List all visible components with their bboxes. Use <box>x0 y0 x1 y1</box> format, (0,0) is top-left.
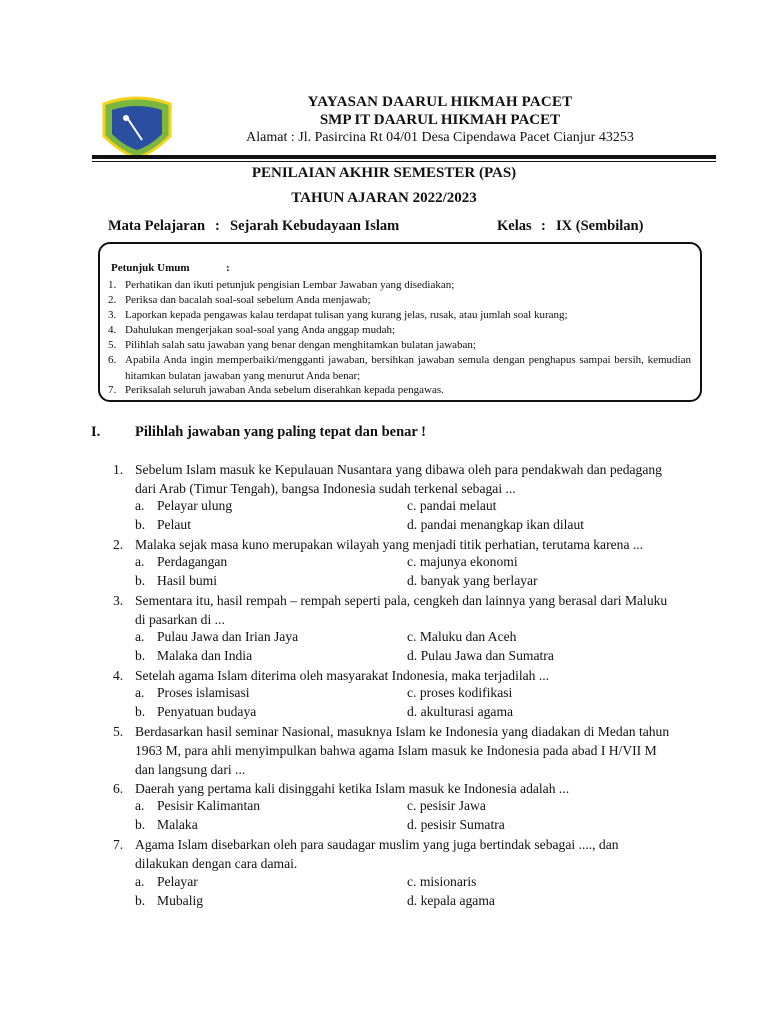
option-b: Malaka <box>157 817 198 832</box>
instructions-colon: : <box>226 262 230 274</box>
option-a: Pelayar ulung <box>157 498 233 513</box>
class-label: Kelas <box>497 218 532 234</box>
option-b-label: b. <box>135 704 146 719</box>
option-c: c. pesisir Jawa <box>407 798 486 813</box>
option-d: d. banyak yang berlayar <box>407 573 538 588</box>
option-a-label: a. <box>135 798 145 813</box>
foundation-name: YAYASAN DAARUL HIKMAH PACET <box>307 94 573 110</box>
option-b-label: b. <box>135 573 146 588</box>
exam-title: PENILAIAN AKHIR SEMESTER (PAS) <box>251 165 517 181</box>
option-a: Proses islamisasi <box>157 685 250 700</box>
exam-year: TAHUN AJARAN 2022/2023 <box>291 190 477 206</box>
option-d: d. akulturasi agama <box>407 704 514 719</box>
option-d: d. pesisir Sumatra <box>407 817 505 832</box>
school-name: SMP IT DAARUL HIKMAH PACET <box>319 112 561 128</box>
option-c: c. majunya ekonomi <box>407 554 518 569</box>
option-b-label: b. <box>135 648 146 663</box>
header-rule-thick <box>92 155 716 159</box>
option-b: Malaka dan India <box>157 648 253 663</box>
option-a-label: a. <box>135 554 145 569</box>
option-a-label: a. <box>135 498 145 513</box>
option-d: d. pandai menangkap ikan dilaut <box>407 517 585 532</box>
option-a: Pelayar <box>157 874 198 889</box>
option-d: d. Pulau Jawa dan Sumatra <box>407 648 554 663</box>
option-b-label: b. <box>135 817 146 832</box>
option-b: Pelaut <box>157 517 191 532</box>
option-b: Hasil bumi <box>157 573 218 588</box>
school-address: Alamat : Jl. Pasircina Rt 04/01 Desa Cipendawa Pacet Cianjur 43253 <box>246 130 634 145</box>
subject-label: Mata Pelajaran <box>108 218 206 234</box>
option-a-label: a. <box>135 874 145 889</box>
school-logo <box>96 96 178 160</box>
option-a: Pesisir Kalimantan <box>157 798 261 813</box>
option-b-label: b. <box>135 893 146 908</box>
subject-value: Sejarah Kebudayaan Islam <box>230 218 400 234</box>
instructions-title: Petunjuk Umum <box>111 262 190 274</box>
option-c: c. pandai melaut <box>407 498 497 513</box>
option-c: c. proses kodifikasi <box>407 685 513 700</box>
option-a: Pulau Jawa dan Irian Jaya <box>157 629 299 644</box>
option-b-label: b. <box>135 517 146 532</box>
option-b: Mubalig <box>157 893 204 908</box>
option-b: Penyatuan budaya <box>157 704 257 719</box>
section-title: Pilihlah jawaban yang paling tepat dan benar ! <box>135 424 427 440</box>
option-d: d. kepala agama <box>407 893 495 908</box>
class-colon: : <box>541 218 546 234</box>
section-number: I. <box>91 424 101 440</box>
option-c: c. Maluku dan Aceh <box>407 629 517 644</box>
option-a: Perdagangan <box>157 554 228 569</box>
header-rule-thin <box>92 161 716 162</box>
option-a-label: a. <box>135 629 145 644</box>
option-c: c. misionaris <box>407 874 477 889</box>
option-a-label: a. <box>135 685 145 700</box>
subject-colon: : <box>215 218 220 234</box>
class-value: IX (Sembilan) <box>556 218 644 234</box>
